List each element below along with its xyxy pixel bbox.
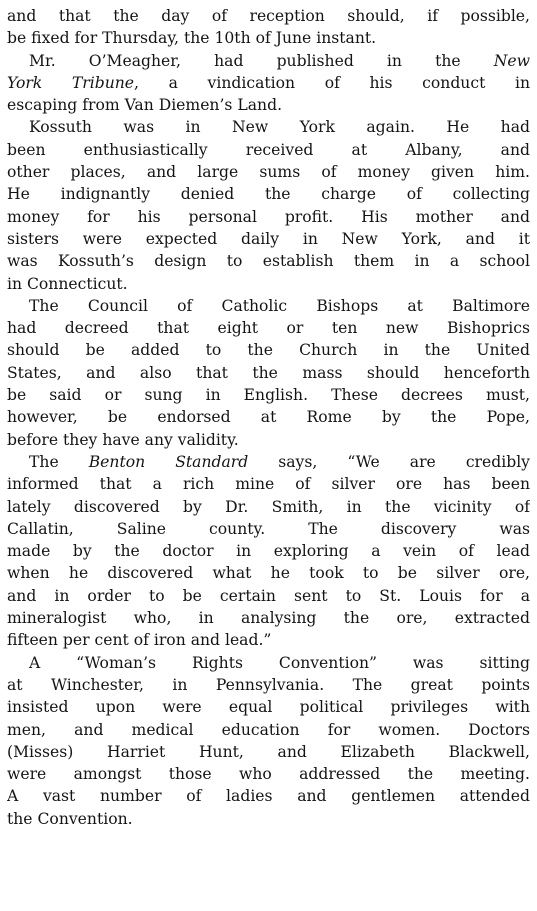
text-run: however, be endorsed at Rome by the Pope, xyxy=(7,408,530,427)
text-line xyxy=(7,496,530,518)
text-line xyxy=(7,540,530,562)
text-run: men, and medical education for women. Doctors xyxy=(7,720,530,739)
text-run: The Council of Catholic Bishops at Baltimore xyxy=(29,296,530,315)
text-run: in Connecticut. xyxy=(7,274,128,293)
text-line xyxy=(7,27,530,49)
text-run: and in order to be certain sent to St. Louis for a xyxy=(7,586,530,605)
text-run: fifteen per cent of iron and lead.” xyxy=(7,631,272,650)
text-line xyxy=(7,206,530,228)
text-line xyxy=(7,696,530,718)
article-paragraph xyxy=(7,5,530,50)
article-paragraph xyxy=(7,652,530,830)
text-line xyxy=(7,652,530,674)
text-run: A vast number of ladies and gentlemen attended xyxy=(7,787,530,806)
text-run: at Winchester, in Pennsylvania. The great points xyxy=(7,675,530,694)
text-line xyxy=(7,674,530,696)
text-line xyxy=(7,763,530,785)
text-run: The xyxy=(29,452,89,471)
text-line xyxy=(7,451,530,473)
text-run: should be added to the Church in the United xyxy=(7,341,530,360)
text-line xyxy=(7,808,530,830)
text-line xyxy=(7,116,530,138)
text-run: says, “We are credibly xyxy=(248,452,530,471)
text-line xyxy=(7,585,530,607)
text-run: He indignantly denied the charge of collecting xyxy=(7,185,530,204)
text-run: A “Woman’s Rights Convention” was sitting xyxy=(29,653,530,672)
italic-title: Benton Standard xyxy=(88,452,249,471)
text-line xyxy=(7,719,530,741)
text-line xyxy=(7,317,530,339)
text-line xyxy=(7,50,530,72)
text-run: be fixed for Thursday, the 10th of June instant. xyxy=(7,29,377,48)
text-line xyxy=(7,94,530,116)
text-run: and that the day of reception should, if possible, xyxy=(7,7,530,25)
text-run: be said or sung in English. These decrees must, xyxy=(7,386,530,405)
text-line xyxy=(7,384,530,406)
text-run: before they have any validity. xyxy=(7,430,239,449)
text-line xyxy=(7,362,530,384)
text-run: escaping from Van Diemen’s Land. xyxy=(7,96,283,115)
text-line xyxy=(7,183,530,205)
text-run: lately discovered by Dr. Smith, in the vicinity of xyxy=(7,497,530,516)
text-line xyxy=(7,629,530,651)
text-line xyxy=(7,785,530,807)
italic-title: York Tribune xyxy=(7,73,135,92)
text-run: other places, and large sums of money given him. xyxy=(7,163,530,182)
text-line xyxy=(7,562,530,584)
text-run: insisted upon were equal political privileges with xyxy=(7,698,530,717)
text-line xyxy=(7,250,530,272)
text-run: sisters were expected daily in New York, and it xyxy=(7,229,530,248)
text-run: , a vindication of his conduct in xyxy=(134,73,530,92)
text-run: when he discovered what he took to be silver ore, xyxy=(7,564,530,583)
text-run: had decreed that eight or ten new Bishoprics xyxy=(7,319,530,338)
text-run: the Convention. xyxy=(7,809,133,828)
text-line xyxy=(7,607,530,629)
text-run: States, and also that the mass should henceforth xyxy=(7,363,530,382)
article-paragraph xyxy=(7,451,530,652)
text-line xyxy=(7,5,530,27)
text-run: made by the doctor in exploring a vein of lead xyxy=(7,542,530,561)
text-line xyxy=(7,339,530,361)
text-run: Mr. O’Meagher, had published in the xyxy=(29,51,494,70)
text-run: informed that a rich mine of silver ore has been xyxy=(7,475,530,494)
text-run: been enthusiastically received at Albany, and xyxy=(7,140,530,159)
text-line xyxy=(7,161,530,183)
text-line xyxy=(7,406,530,428)
text-line xyxy=(7,518,530,540)
text-line xyxy=(7,139,530,161)
text-line xyxy=(7,741,530,763)
italic-title: New xyxy=(493,51,530,70)
text-line xyxy=(7,273,530,295)
article-paragraph xyxy=(7,50,530,117)
text-line xyxy=(7,295,530,317)
text-run: Kossuth was in New York again. He had xyxy=(29,118,530,137)
text-run: mineralogist who, in analysing the ore, extracted xyxy=(7,609,530,628)
text-line xyxy=(7,72,530,94)
text-run: was Kossuth’s design to establish them in a school xyxy=(7,252,530,271)
article-paragraph xyxy=(7,116,530,294)
article-paragraph xyxy=(7,295,530,451)
text-line xyxy=(7,429,530,451)
text-run: Callatin, Saline county. The discovery was xyxy=(7,519,530,538)
text-line xyxy=(7,473,530,495)
text-run: money for his personal profit. His mother and xyxy=(7,207,530,226)
text-run: were amongst those who addressed the meeting. xyxy=(7,765,530,784)
text-line xyxy=(7,228,530,250)
text-run: (Misses) Harriet Hunt, and Elizabeth Blackwell, xyxy=(7,742,530,761)
